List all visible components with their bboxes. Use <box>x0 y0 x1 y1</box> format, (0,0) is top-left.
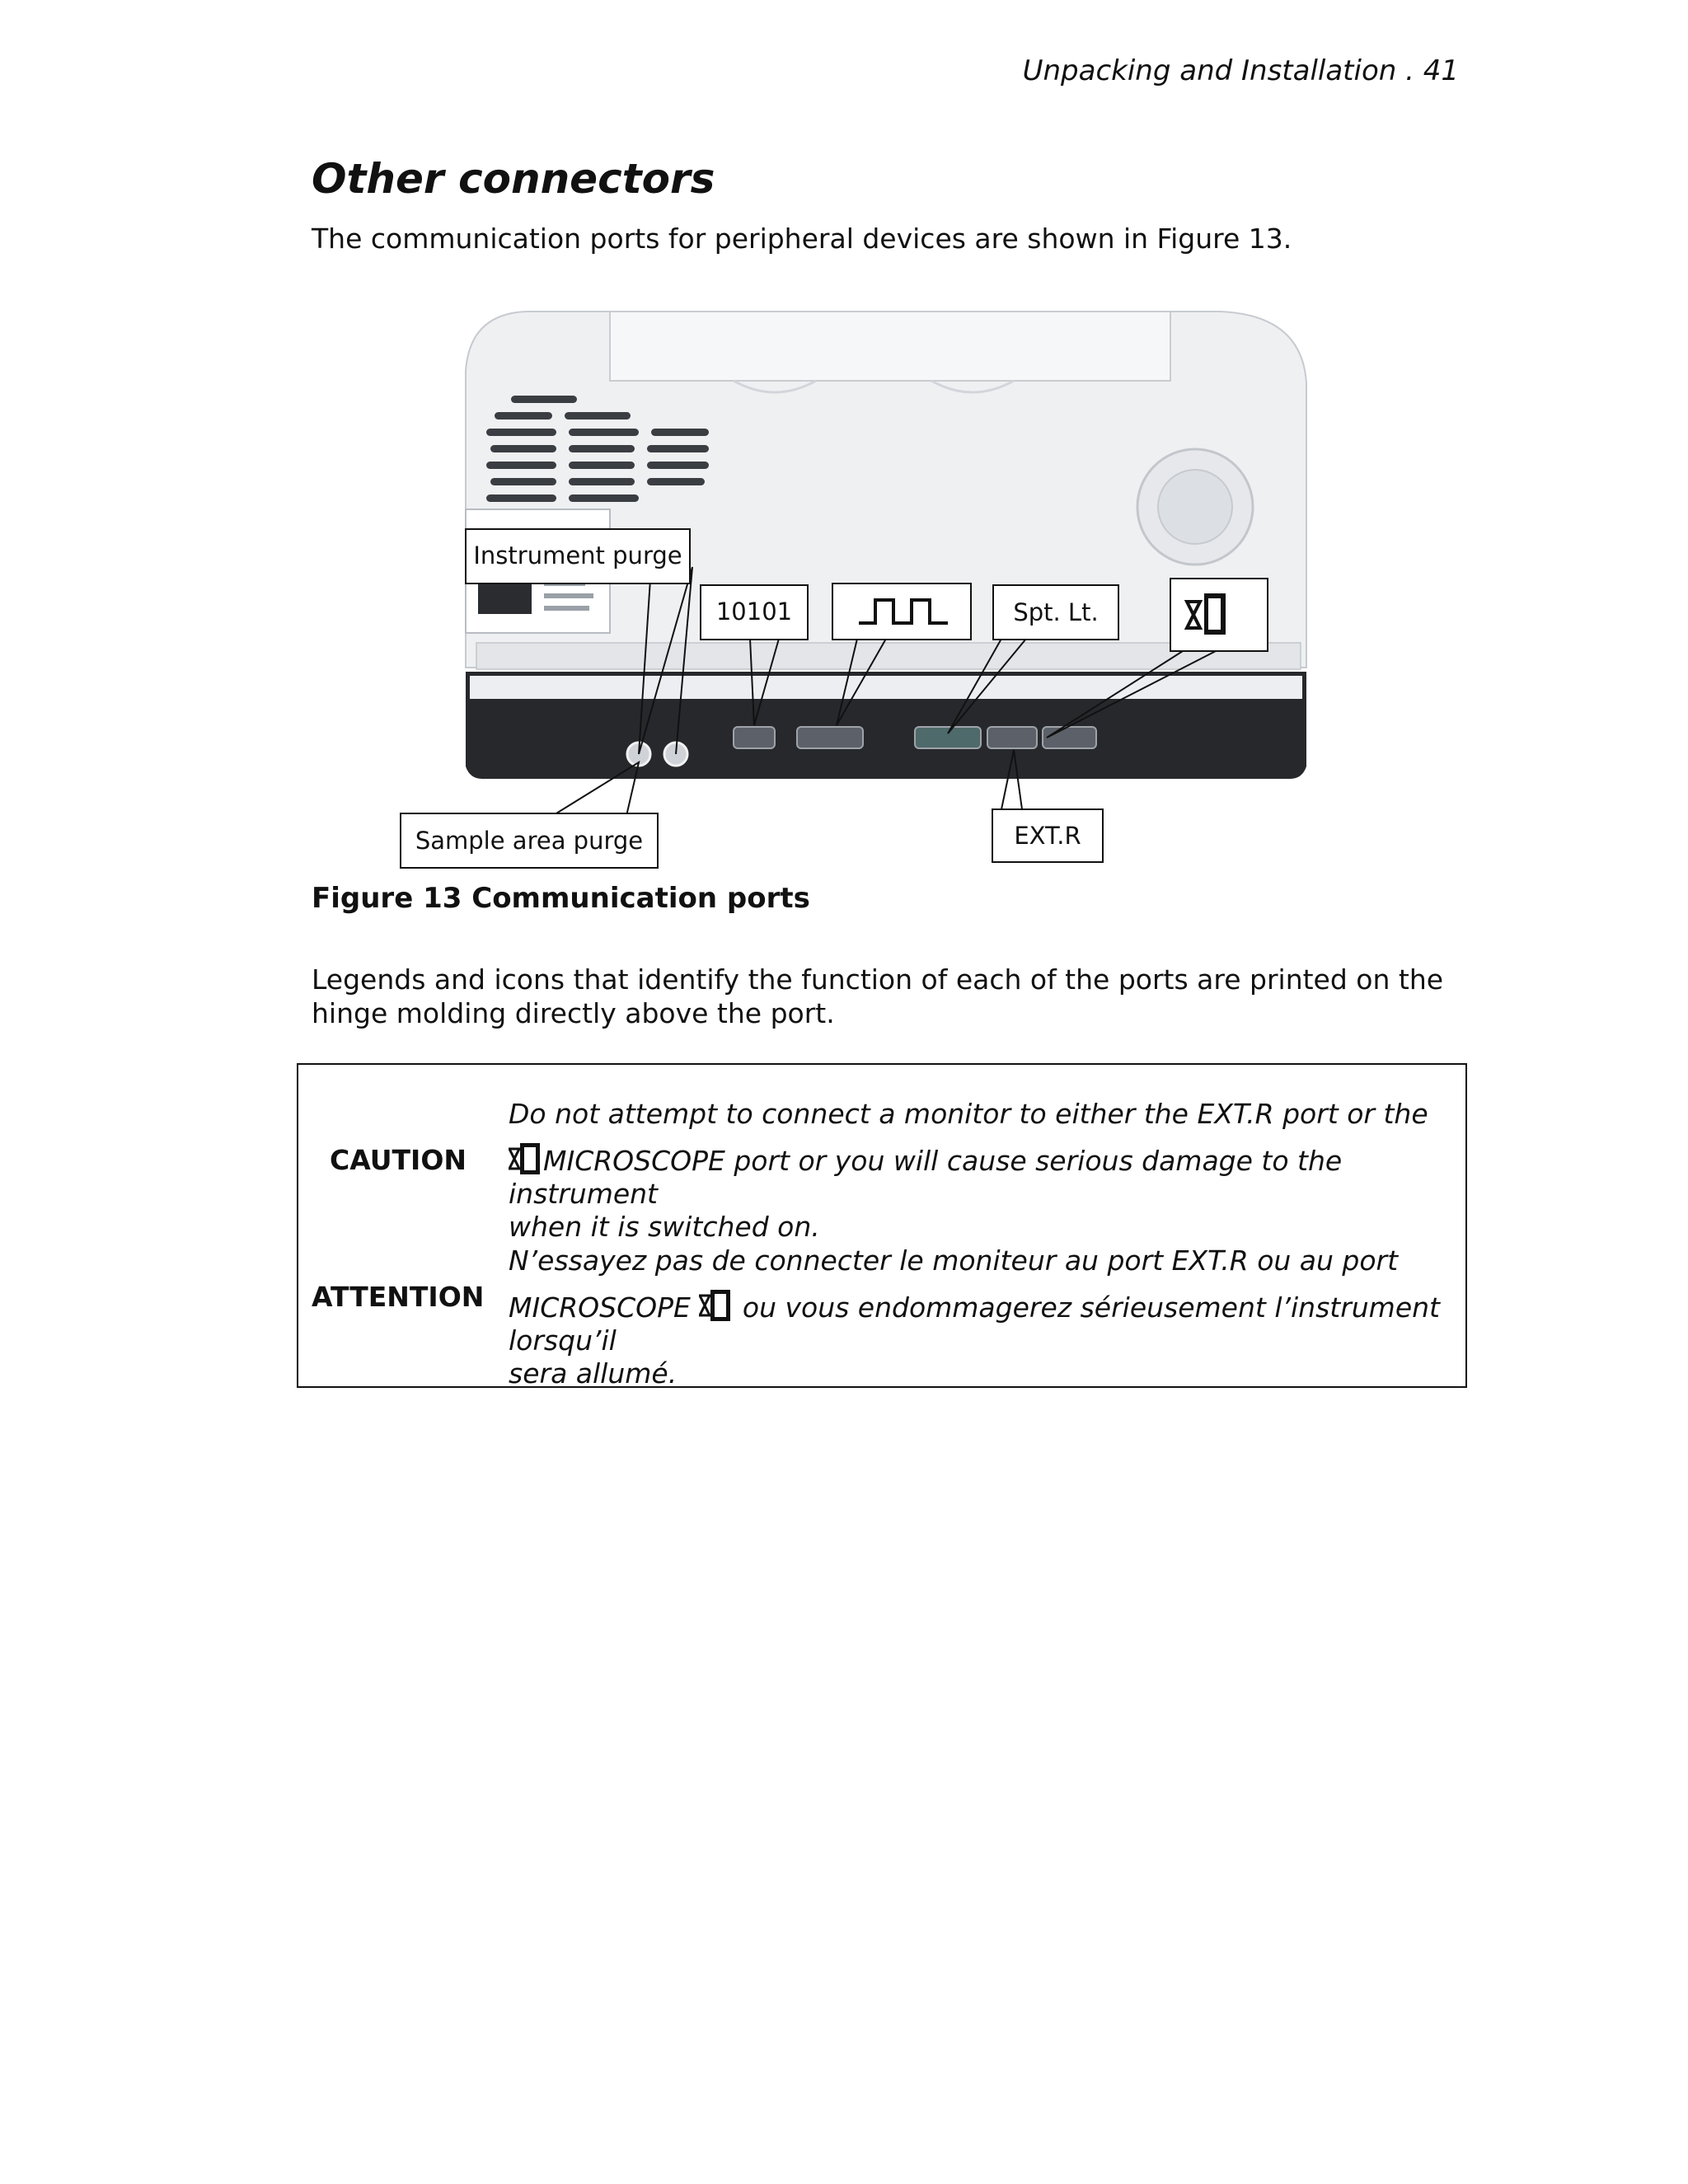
callout-ext-r-label: EXT.R <box>1014 822 1081 850</box>
attention-line-2b: ou vous endommagerez sérieusement l’instrument lorsqu’il <box>509 1291 1440 1357</box>
attention-line-2 <box>509 1289 1448 1357</box>
caution-line-3: when it is switched on. <box>509 1211 820 1243</box>
callout-instrument-purge-label: Instrument purge <box>473 541 682 569</box>
microscope-port-icon <box>699 1289 734 1322</box>
attention-line-2a: MICROSCOPE <box>509 1291 691 1324</box>
attention-label: ATTENTION <box>312 1281 485 1313</box>
section-title: Other connectors <box>312 155 715 203</box>
microscope-port-icon <box>509 1142 543 1175</box>
caution-line-2 <box>509 1142 1448 1211</box>
caution-text <box>509 1098 1448 1244</box>
callout-instrument-purge <box>466 529 690 583</box>
callout-ext-r <box>992 809 1103 862</box>
figure-communication-ports <box>387 305 1360 882</box>
callout-10101 <box>701 585 808 640</box>
callout-square-wave <box>832 583 971 640</box>
running-header: Unpacking and Installation . 41 <box>1022 54 1459 87</box>
legend-paragraph: Legends and icons that identify the function of each of the ports are printed on the hinge molding directly above the port. <box>312 963 1444 1029</box>
intro-paragraph: The communication ports for peripheral devices are shown in Figure 13. <box>312 223 1292 255</box>
caution-line-1: Do not attempt to connect a monitor to either the EXT.R port or the <box>509 1098 1428 1130</box>
attention-text <box>509 1244 1448 1390</box>
attention-line-1: N’essayez pas de connecter le moniteur au port EXT.R ou au port <box>509 1244 1399 1277</box>
attention-line-3: sera allumé. <box>509 1357 678 1390</box>
callout-spt-lt-label: Spt. Lt. <box>1013 598 1099 626</box>
callout-sample-area-purge-label: Sample area purge <box>415 827 644 855</box>
figure-caption: Figure 13 Communication ports <box>312 882 810 915</box>
callout-sample-area-purge <box>401 813 658 868</box>
caution-label: CAUTION <box>330 1144 467 1176</box>
callout-spt-lt <box>993 585 1118 640</box>
callout-10101-label: 10101 <box>715 598 793 626</box>
caution-notice-box <box>297 1063 1467 1388</box>
callout-microscope <box>1170 579 1268 651</box>
caution-line-2-text: MICROSCOPE port or you will cause serious damage to the instrument <box>509 1145 1343 1210</box>
